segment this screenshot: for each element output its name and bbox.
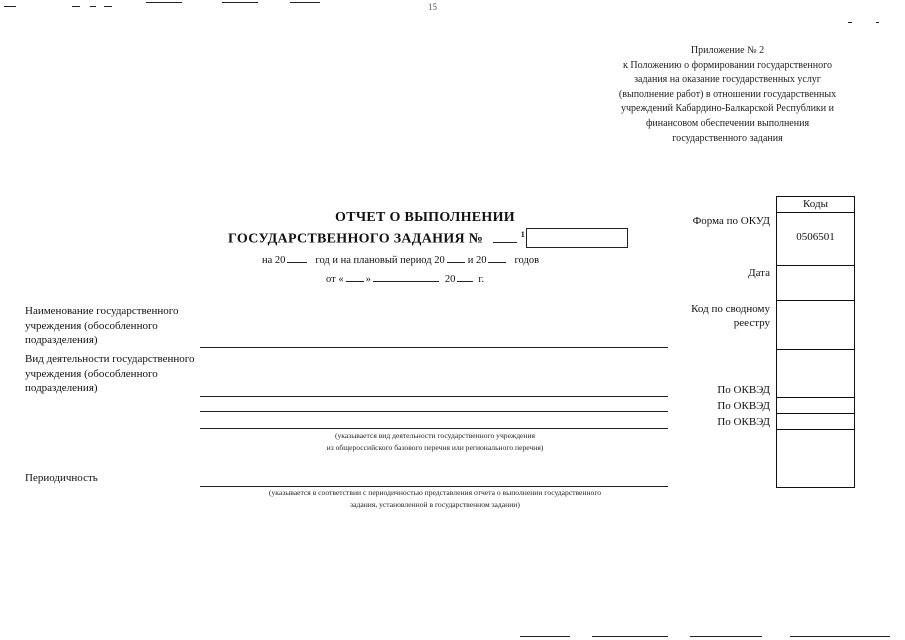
appendix-line: учреждений Кабардино-Балкарской Республики и — [620, 103, 834, 115]
top-scan-marks — [0, 0, 905, 12]
period-line — [262, 251, 539, 266]
codes-table — [776, 196, 855, 488]
periodicity-note — [205, 487, 665, 511]
bottom-scan-marks — [0, 628, 905, 640]
institution-name-line[interactable] — [200, 347, 668, 348]
periodicity-note-line: (указывается в соответствии с периодичностью представления отчета о выполнении государственного — [268, 488, 602, 497]
appendix-line: государственного задания — [672, 132, 783, 144]
page-number: 15 — [428, 2, 437, 12]
plan-year-2-field[interactable] — [488, 251, 506, 263]
report-title: ОТЧЕТ О ВЫПОЛНЕНИИ — [335, 210, 515, 225]
okved-cell-1[interactable] — [777, 349, 854, 398]
appendix-line: Приложение № 2 — [690, 45, 765, 56]
activity-note-line: (указывается вид деятельности государственного учреждения — [334, 431, 536, 440]
month-field[interactable] — [373, 270, 439, 282]
okved-label: По ОКВЭД — [717, 400, 770, 412]
okved-cell-3[interactable] — [777, 413, 854, 430]
appendix-line: задания на оказание государственных услуг — [634, 74, 821, 86]
date-year-field[interactable] — [457, 270, 473, 282]
period-mid: год и на плановый период 20 — [315, 255, 445, 266]
date-code-label: Дата — [748, 267, 770, 279]
okved-cell-4[interactable] — [777, 429, 854, 486]
okved-label: По ОКВЭД — [717, 384, 770, 396]
svod-reestr-cell[interactable] — [777, 300, 854, 349]
okved-label: По ОКВЭД — [717, 416, 770, 428]
activity-type-line-2[interactable] — [200, 411, 668, 412]
date-close: » — [365, 274, 371, 285]
activity-type-note — [230, 430, 640, 454]
period-years: годов — [514, 255, 540, 266]
institution-name-label: Наименование государственного учреждения (обособленного подразделения) — [25, 305, 179, 347]
date-line — [326, 270, 484, 285]
periodicity-note-line: задания, установленной в государственном задании) — [350, 500, 520, 509]
date-g: г. — [478, 274, 485, 285]
activity-type-label: Вид деятельности государственного учреждения (обособленного подразделения) — [25, 353, 195, 395]
appendix-note — [590, 44, 865, 146]
date-ot: от « — [326, 274, 344, 285]
okved-cell-2[interactable] — [777, 397, 854, 414]
okud-label: Форма по ОКУД — [692, 215, 770, 227]
date-yr: 20 — [444, 274, 456, 285]
plan-year-1-field[interactable] — [447, 251, 465, 263]
appendix-line: финансовом обеспечении выполнения — [645, 117, 810, 129]
appendix-line: к Положению о формировании государственного — [623, 59, 832, 71]
okud-cell — [777, 212, 854, 260]
report-subtitle — [228, 230, 525, 248]
periodicity-label: Периодичность — [25, 472, 98, 484]
period-and: и 20 — [467, 255, 487, 266]
year-field[interactable] — [287, 251, 307, 263]
day-field[interactable] — [346, 270, 364, 282]
task-number-box[interactable] — [526, 228, 628, 248]
codes-header: Коды — [803, 198, 828, 210]
activity-type-line-1[interactable] — [200, 396, 668, 397]
report-subtitle-text: ГОСУДАРСТВЕННОГО ЗАДАНИЯ № — [228, 231, 484, 247]
period-na: на 20 — [262, 255, 286, 266]
activity-type-line-3[interactable] — [200, 428, 668, 429]
appendix-line: (выполнение работ) в отношении государственных — [618, 88, 837, 100]
svod-reestr-label: Код по сводному реестру — [691, 303, 770, 329]
task-number-field[interactable] — [493, 231, 517, 243]
date-cell[interactable] — [777, 265, 854, 301]
okud-value: 0506501 — [796, 231, 835, 243]
footnote-mark: 1 — [520, 230, 526, 239]
activity-note-line: из общероссийского базового перечня или регионального перечня) — [326, 443, 544, 452]
